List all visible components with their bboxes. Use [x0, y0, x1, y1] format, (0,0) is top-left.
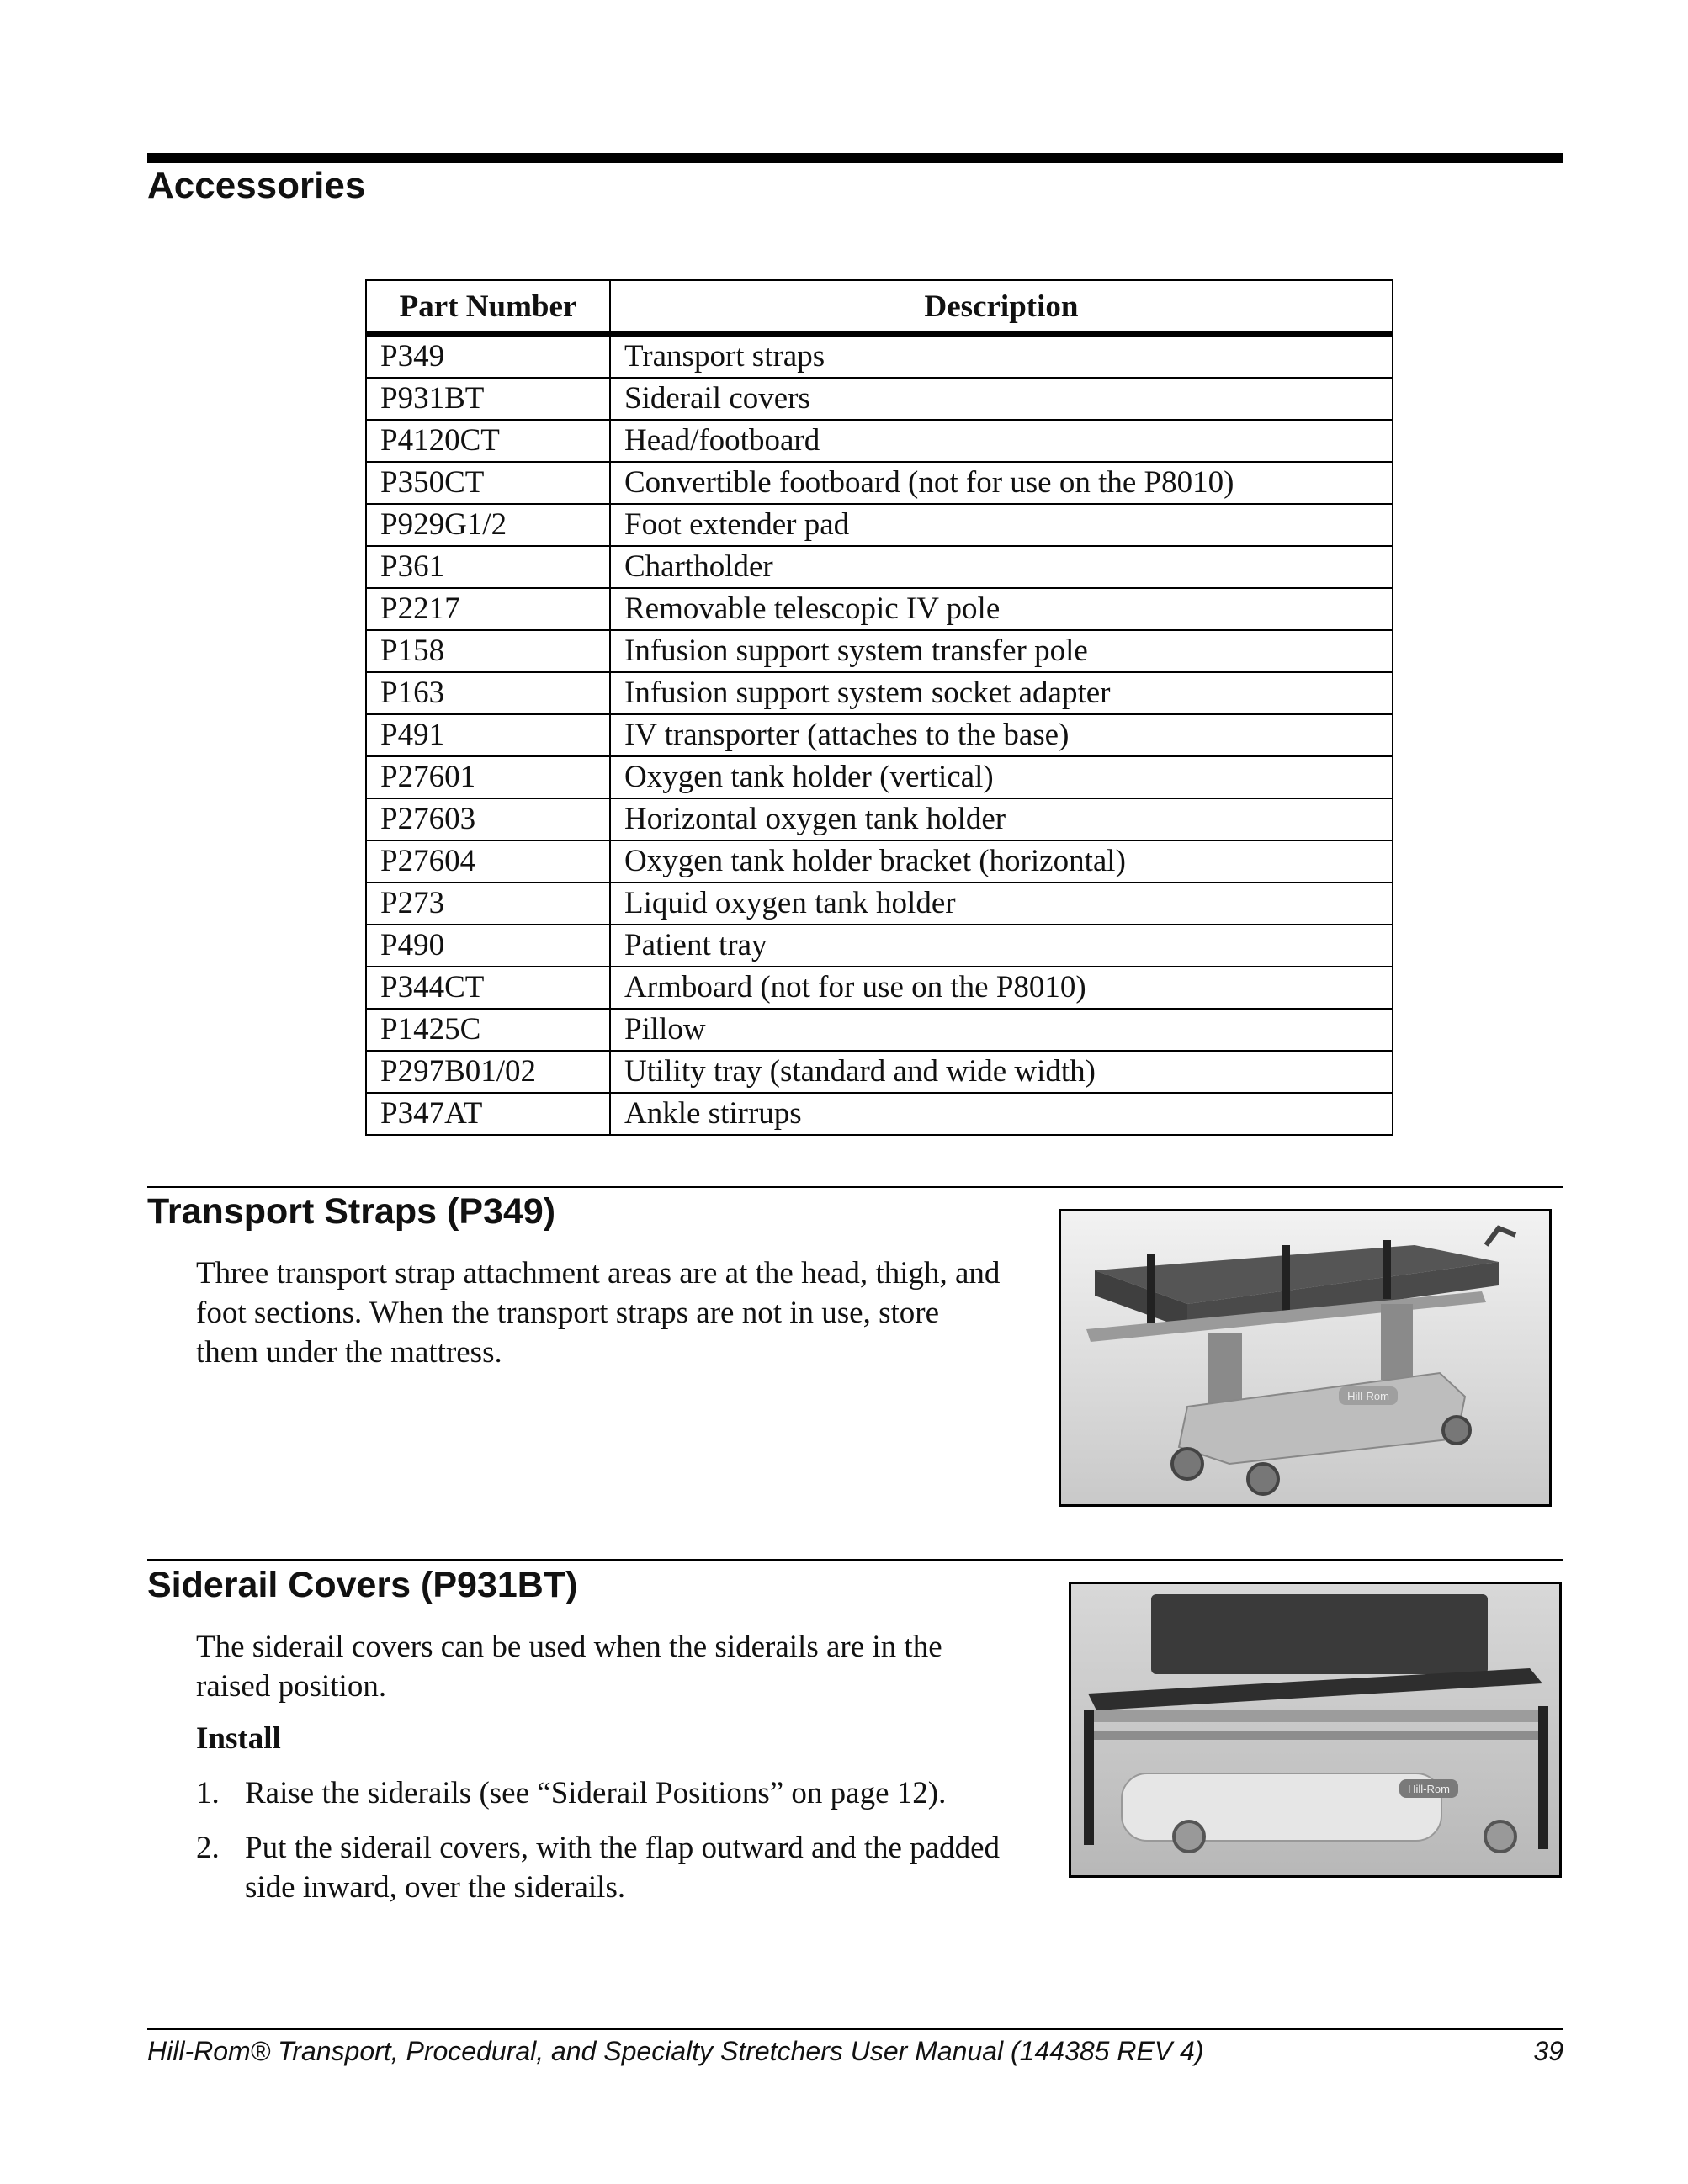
description-cell: Horizontal oxygen tank holder: [610, 798, 1393, 840]
table-row: [366, 378, 1393, 420]
part-number-cell: P1425C: [366, 1009, 610, 1051]
table-row: [366, 925, 1393, 967]
siderail-line: The siderail covers can be used when the siderails are in the: [196, 1630, 942, 1664]
siderail-rule: [147, 1559, 1563, 1561]
siderail-line: raised position.: [196, 1669, 387, 1704]
description-cell: Transport straps: [610, 334, 1393, 378]
table-row: [366, 588, 1393, 630]
description-cell: IV transporter (attaches to the base): [610, 714, 1393, 756]
part-number-cell: P27603: [366, 798, 610, 840]
install-label: Install: [196, 1721, 281, 1756]
install-step: [196, 1773, 1046, 1813]
page-number: 39: [1533, 2036, 1563, 2066]
part-number-cell: P929G1/2: [366, 504, 610, 546]
table-row: [366, 714, 1393, 756]
table-row: [366, 1051, 1393, 1093]
column-header-part-number: Part Number: [366, 280, 610, 334]
table-header-row: [366, 280, 1393, 334]
table-row: [366, 546, 1393, 588]
description-cell: Chartholder: [610, 546, 1393, 588]
photo-brand-label: Hill-Rom: [1347, 1390, 1389, 1402]
table-row: [366, 630, 1393, 672]
description-cell: Oxygen tank holder (vertical): [610, 756, 1393, 798]
siderail-covers-photo: [1069, 1582, 1562, 1878]
footer-title: Hill-Rom® Transport, Procedural, and Specialty Stretchers User Manual (144385 REV 4): [147, 2036, 1204, 2066]
table-row: [366, 1093, 1393, 1135]
transport-line: them under the mattress.: [196, 1335, 502, 1370]
description-cell: Head/footboard: [610, 420, 1393, 462]
table-row: [366, 840, 1393, 883]
footer-rule: [147, 2028, 1563, 2030]
step-number: 1.: [196, 1776, 220, 1810]
transport-paragraph: [196, 1254, 1038, 1372]
transport-straps-photo: [1059, 1209, 1552, 1507]
part-number-cell: P2217: [366, 588, 610, 630]
part-number-cell: P344CT: [366, 967, 610, 1009]
transport-line: Three transport strap attachment areas are at the head, thigh, and: [196, 1256, 1001, 1291]
table-row: [366, 798, 1393, 840]
description-cell: Siderail covers: [610, 378, 1393, 420]
step-text: Put the siderail covers, with the flap outward and the padded: [245, 1831, 1000, 1865]
part-number-cell: P27604: [366, 840, 610, 883]
part-number-cell: P490: [366, 925, 610, 967]
photo-brand-label: Hill-Rom: [1408, 1783, 1450, 1795]
description-cell: Utility tray (standard and wide width): [610, 1051, 1393, 1093]
description-cell: Patient tray: [610, 925, 1393, 967]
table-row: [366, 672, 1393, 714]
transport-heading: Transport Straps (P349): [147, 1191, 556, 1232]
transport-rule: [147, 1186, 1563, 1188]
siderail-heading: Siderail Covers (P931BT): [147, 1565, 578, 1605]
description-cell: Infusion support system socket adapter: [610, 672, 1393, 714]
description-cell: Liquid oxygen tank holder: [610, 883, 1393, 925]
table-row: [366, 883, 1393, 925]
description-cell: Foot extender pad: [610, 504, 1393, 546]
transport-line: foot sections. When the transport straps are not in use, store: [196, 1296, 939, 1330]
table-row: [366, 756, 1393, 798]
table-row: [366, 967, 1393, 1009]
part-number-cell: P4120CT: [366, 420, 610, 462]
step-number: 2.: [196, 1831, 220, 1865]
description-cell: Ankle stirrups: [610, 1093, 1393, 1135]
table-row: [366, 462, 1393, 504]
table-row: [366, 420, 1393, 462]
part-number-cell: P158: [366, 630, 610, 672]
description-cell: Removable telescopic IV pole: [610, 588, 1393, 630]
section-title: Accessories: [147, 165, 366, 206]
table-row: [366, 334, 1393, 378]
description-cell: Infusion support system transfer pole: [610, 630, 1393, 672]
table-row: [366, 504, 1393, 546]
siderail-paragraph: [196, 1627, 1038, 1706]
step-text: side inward, over the siderails.: [245, 1870, 626, 1905]
accessories-table: [365, 279, 1393, 1136]
part-number-cell: P349: [366, 334, 610, 378]
description-cell: Oxygen tank holder bracket (horizontal): [610, 840, 1393, 883]
part-number-cell: P163: [366, 672, 610, 714]
part-number-cell: P297B01/02: [366, 1051, 610, 1093]
description-cell: Convertible footboard (not for use on the P8010): [610, 462, 1393, 504]
description-cell: Pillow: [610, 1009, 1393, 1051]
part-number-cell: P931BT: [366, 378, 610, 420]
part-number-cell: P273: [366, 883, 610, 925]
step-text: Raise the siderails (see “Siderail Positions” on page 12).: [245, 1776, 947, 1810]
description-cell: Armboard (not for use on the P8010): [610, 967, 1393, 1009]
part-number-cell: P347AT: [366, 1093, 610, 1135]
part-number-cell: P491: [366, 714, 610, 756]
part-number-cell: P350CT: [366, 462, 610, 504]
table-row: [366, 1009, 1393, 1051]
install-step: [196, 1828, 1046, 1907]
section-top-rule: [147, 153, 1563, 163]
column-header-description: Description: [610, 280, 1393, 334]
part-number-cell: P361: [366, 546, 610, 588]
part-number-cell: P27601: [366, 756, 610, 798]
